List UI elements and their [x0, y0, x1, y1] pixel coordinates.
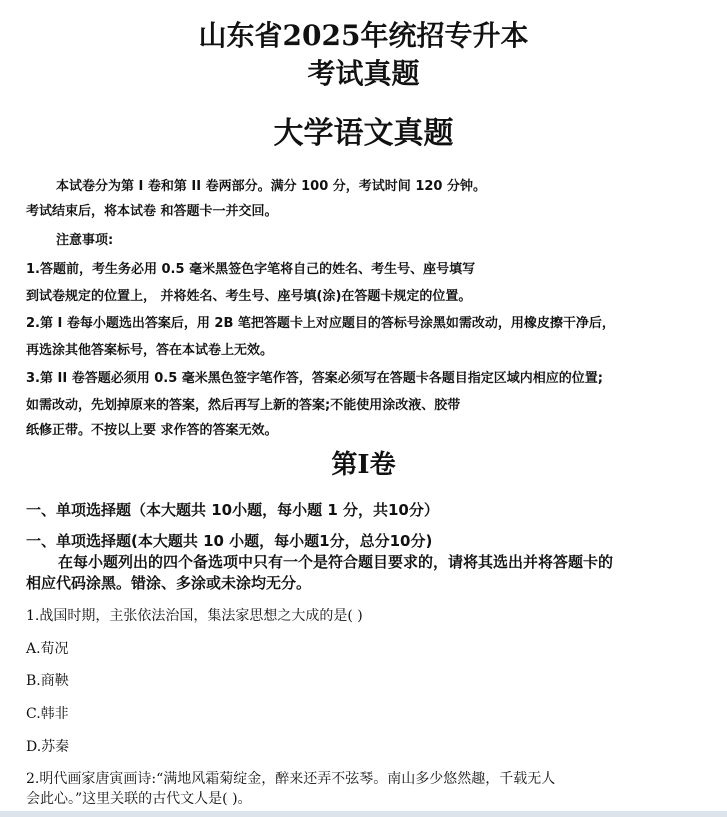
- subject-title: 大学语文真题: [273, 116, 454, 151]
- notice-line: 如需改动，先划掉原来的答案，然后再写上新的答案;不能使用涂改液、胶带: [26, 398, 461, 413]
- question-1-option-b: B.商鞅: [26, 673, 69, 689]
- page-bottom-bar: [0, 811, 727, 817]
- question-1-option-d: D.苏秦: [26, 739, 70, 755]
- question-1-stem: 1.战国时期，主张依法治国，集法家思想之大成的是( ): [26, 608, 363, 624]
- question-1-option-a: A.荀况: [26, 641, 69, 657]
- instruction-line-2: 相应代码涂黑。错涂、多涂或未涂均无分。: [26, 574, 312, 592]
- exam-title-line1: 山东省2025年统招专升本: [198, 19, 529, 52]
- instruction-line-1: 在每小题列出的四个备选项中只有一个是符合题目要求的，请将其选出并将答题卡的: [58, 553, 614, 571]
- question-1-option-c: C.韩非: [26, 706, 69, 722]
- notice-line: 到试卷规定的位置上， 并将姓名、考生号、座号填(涂)在答题卡规定的位置。: [26, 289, 472, 304]
- question-2-stem-line1: 2.明代画家唐寅画诗:“满地风霜菊绽金，醉来还弄不弦琴。南山多少悠然趣，千载无人: [26, 771, 556, 787]
- section-heading: 一、单项选择题（本大题共 10小题，每小题 1 分，共10分）: [26, 501, 439, 519]
- intro-line-1: 本试卷分为第 I 卷和第 II 卷两部分。满分 100 分，考试时间 120 分钟。: [56, 179, 486, 194]
- section-heading-2: 一、单项选择题(本大题共 10 小题，每小题1分，总分10分): [26, 532, 433, 550]
- notice-line: 3.第 II 卷答题必须用 0.5 毫米黑色签字笔作答，答案必须写在答题卡各题目指定区域内相应的位置;: [26, 371, 603, 386]
- notice-title: 注意事项:: [56, 233, 114, 248]
- part-title: 第I卷: [331, 450, 396, 480]
- exam-title-line2: 考试真题: [307, 57, 420, 90]
- notice-line: 再选涂其他答案标号，答在本试卷上无效。: [26, 343, 274, 358]
- notice-line: 1.答题前，考生务必用 0.5 毫米黑签色字笔将自己的姓名、考生号、座号填写: [26, 262, 476, 277]
- notice-line: 2.第 I 卷每小题选出答案后，用 2B 笔把答题卡上对应题目的答标号涂黑如需改动，用橡皮擦干净后，: [26, 316, 615, 331]
- intro-line-2: 考试结束后，将本试卷 和答题卡一并交回。: [26, 204, 278, 219]
- question-2-stem-line2: 会此心。”这里关联的古代文人是( )。: [26, 791, 252, 807]
- notice-line: 纸修正带。不按以上要 求作答的答案无效。: [26, 423, 278, 438]
